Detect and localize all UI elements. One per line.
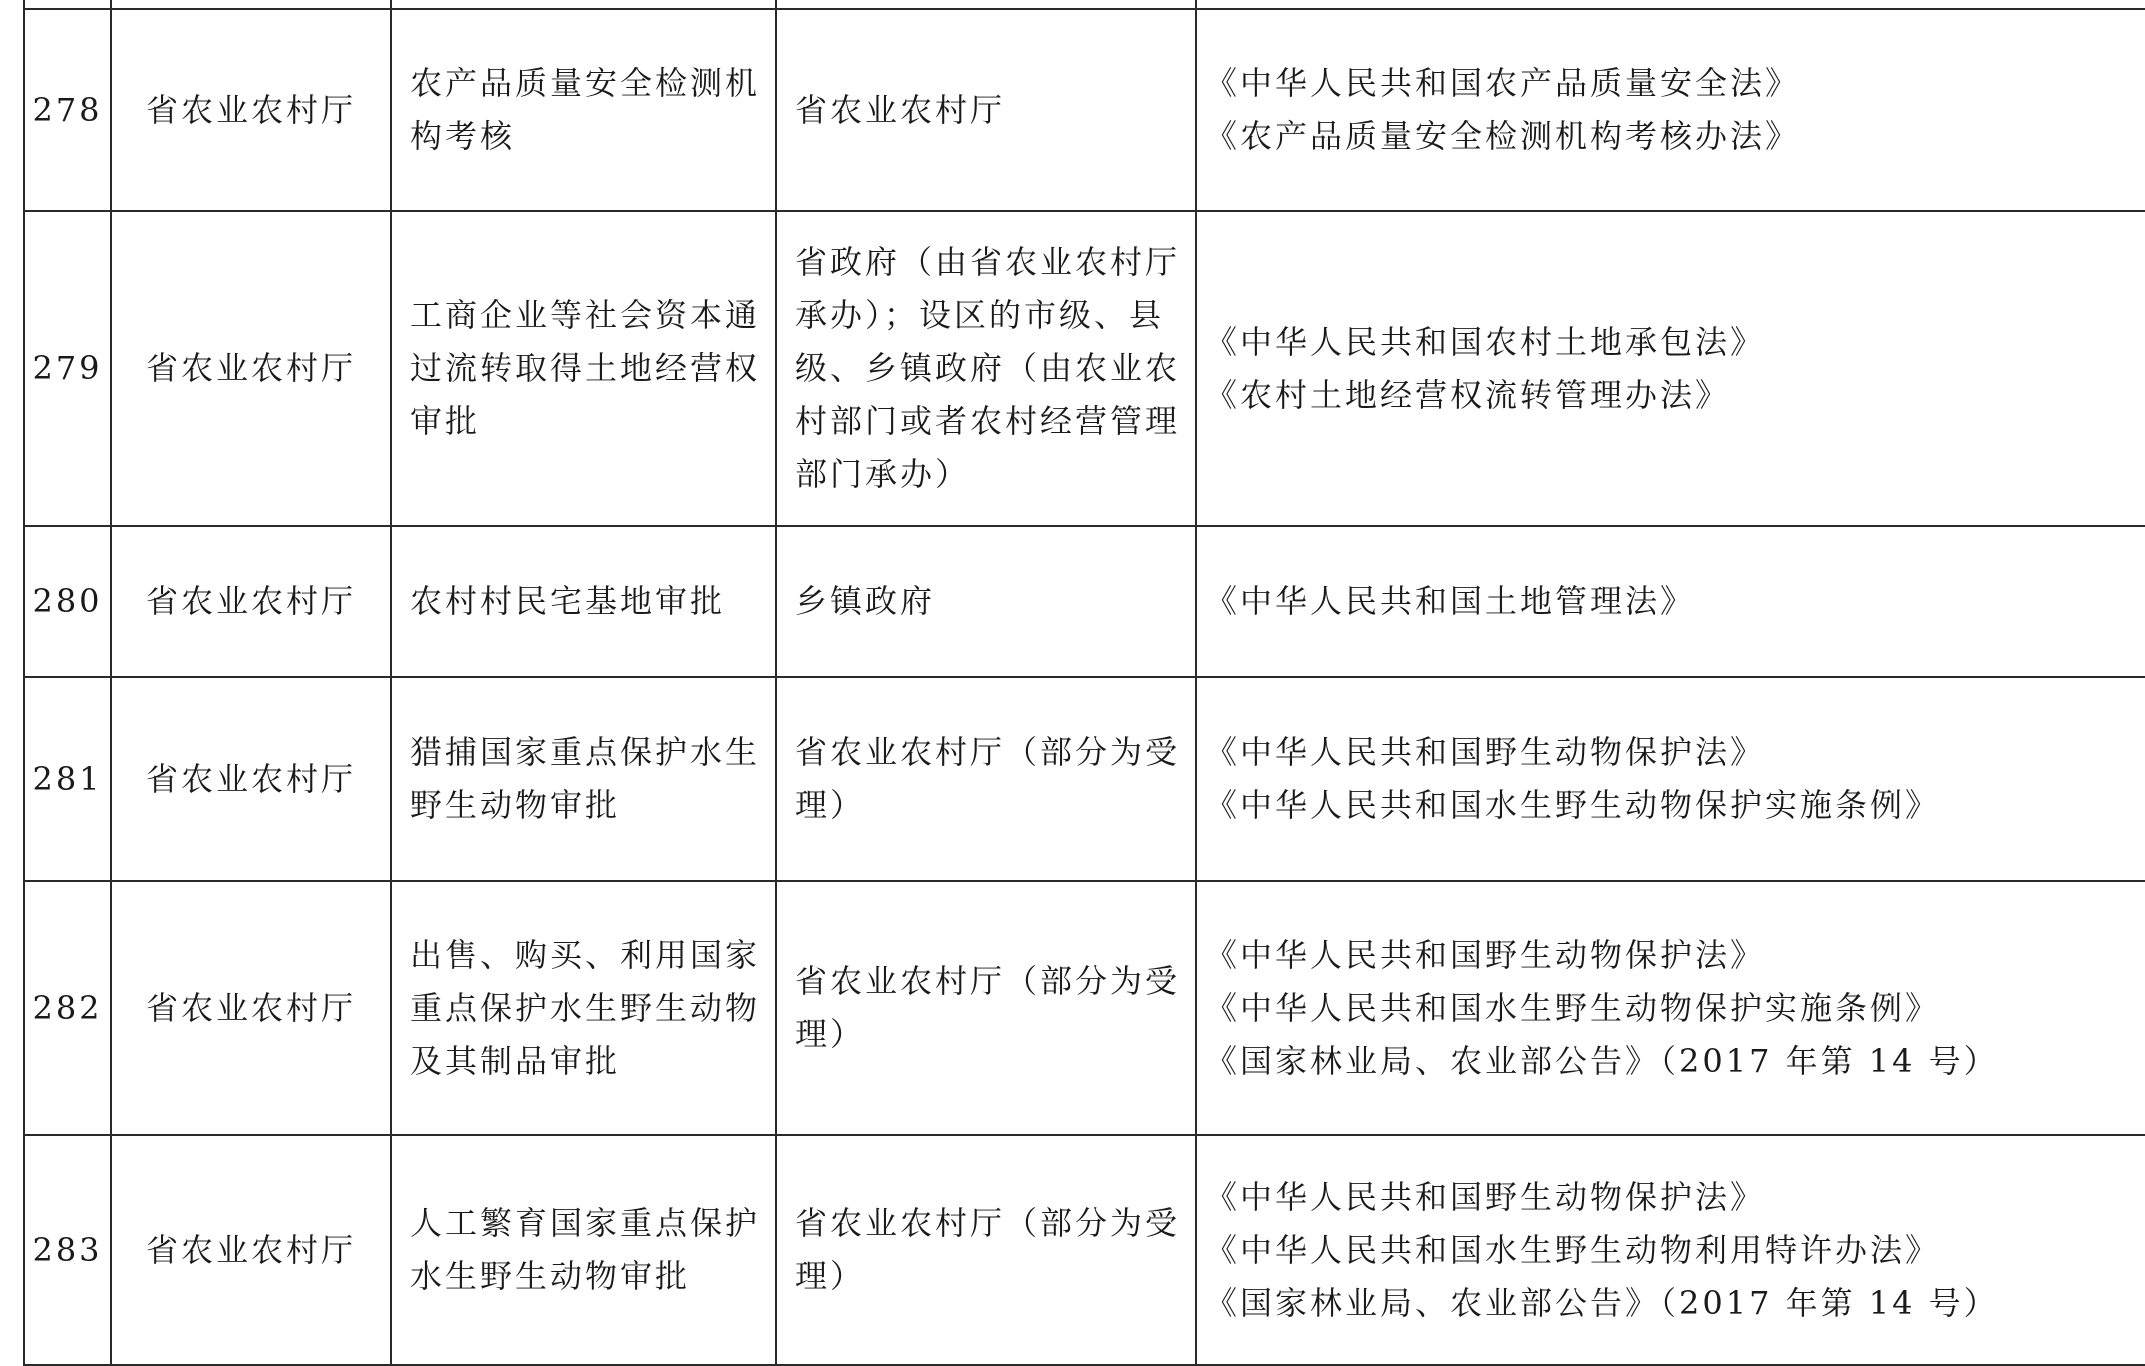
- item-name-cell: [391, 1135, 776, 1365]
- table-row: [24, 526, 2145, 677]
- legal-basis-cell: [1196, 1135, 2145, 1365]
- authority-line: 级、乡镇政府（由农业农: [795, 349, 1181, 387]
- authority-line: 理）: [795, 1257, 866, 1295]
- legal-basis-line: 《中华人民共和国水生野生动物保护实施条例》: [1205, 988, 1941, 1027]
- table-row-previous-partial: [24, 0, 2145, 9]
- department-cell: 省农业农村厅: [111, 211, 391, 526]
- legal-basis-cell: [1196, 211, 2145, 526]
- item-name-cell: [391, 881, 776, 1135]
- authority-cell: [776, 1135, 1196, 1365]
- legal-basis-cell: [1196, 526, 2145, 677]
- authority-cell: [776, 677, 1196, 881]
- table-row: [24, 1135, 2145, 1365]
- item-name-line: 及其制品审批: [410, 1041, 621, 1080]
- authority-cell: [776, 881, 1196, 1135]
- legal-basis-line: 《中华人民共和国野生动物保护法》: [1205, 733, 1766, 771]
- department-cell: 省农业农村厅: [111, 677, 391, 881]
- legal-basis-line: 《国家林业局、农业部公告》（2017 年第 14 号）: [1205, 1041, 1999, 1080]
- table-row: [24, 9, 2145, 211]
- item-name-line: 重点保护水生野生动物: [410, 988, 761, 1027]
- row-number: 282: [24, 881, 111, 1135]
- item-name-cell: [391, 211, 776, 526]
- item-name-line: 出售、购买、利用国家: [410, 935, 761, 974]
- legal-basis-cell: [1196, 9, 2145, 211]
- row-number: 279: [24, 211, 111, 526]
- authority-line: 承办）；设区的市级、县: [795, 296, 1165, 334]
- department-cell: 省农业农村厅: [111, 1135, 391, 1365]
- legal-basis-line: 《中华人民共和国野生动物保护法》: [1205, 1177, 1766, 1216]
- legal-basis-line: 《国家林业局、农业部公告》（2017 年第 14 号）: [1205, 1283, 1999, 1322]
- cell-blank: [776, 0, 1196, 9]
- item-name-line: 工商企业等社会资本通: [410, 296, 761, 334]
- approval-items-table: [23, 0, 2145, 1366]
- legal-basis-line: 《中华人民共和国土地管理法》: [1205, 582, 1696, 620]
- cell-blank: [1196, 0, 2145, 9]
- row-number: 278: [24, 9, 111, 211]
- item-name-line: 构考核: [410, 117, 516, 155]
- legal-basis-line: 《农产品质量安全检测机构考核办法》: [1205, 117, 1801, 155]
- department-cell: 省农业农村厅: [111, 9, 391, 211]
- authority-cell: [776, 211, 1196, 526]
- authority-line: 省政府（由省农业农村厅: [795, 243, 1181, 281]
- legal-basis-cell: [1196, 881, 2145, 1135]
- authority-line: 部门承办）: [795, 455, 971, 493]
- department-cell: 省农业农村厅: [111, 526, 391, 677]
- legal-basis-line: 《中华人民共和国野生动物保护法》: [1205, 935, 1766, 974]
- row-number: 280: [24, 526, 111, 677]
- item-name-line: 水生野生动物审批: [410, 1257, 691, 1295]
- cell-blank: [111, 0, 391, 9]
- department-cell: 省农业农村厅: [111, 881, 391, 1135]
- authority-line: 省农业农村厅（部分为受: [795, 733, 1181, 771]
- item-name-cell: [391, 526, 776, 677]
- item-name-line: 人工繁育国家重点保护: [410, 1204, 761, 1242]
- authority-cell: [776, 526, 1196, 677]
- authority-line: 村部门或者农村经营管理: [795, 402, 1181, 440]
- item-name-cell: [391, 9, 776, 211]
- authority-cell: [776, 9, 1196, 211]
- item-name-line: 猎捕国家重点保护水生: [410, 733, 761, 771]
- item-name-cell: [391, 677, 776, 881]
- row-number: 283: [24, 1135, 111, 1365]
- legal-basis-cell: [1196, 677, 2145, 881]
- item-name-line: 审批: [410, 402, 481, 440]
- authority-line: 理）: [795, 786, 866, 824]
- cell-blank: [24, 0, 111, 9]
- authority-line: 省农业农村厅（部分为受: [795, 1204, 1181, 1242]
- legal-basis-line: 《中华人民共和国水生野生动物保护实施条例》: [1205, 786, 1941, 824]
- authority-line: 理）: [795, 1015, 866, 1053]
- legal-basis-line: 《中华人民共和国水生野生动物利用特许办法》: [1205, 1230, 1941, 1269]
- authority-line: 省农业农村厅（部分为受: [795, 962, 1181, 1000]
- table-row: [24, 881, 2145, 1135]
- table-row: [24, 211, 2145, 526]
- legal-basis-line: 《中华人民共和国农产品质量安全法》: [1205, 64, 1801, 102]
- item-name-line: 过流转取得土地经营权: [410, 349, 761, 387]
- row-number: 281: [24, 677, 111, 881]
- item-name-line: 农村村民宅基地审批: [410, 582, 726, 620]
- legal-basis-line: 《中华人民共和国农村土地承包法》: [1205, 322, 1766, 361]
- item-name-line: 农产品质量安全检测机: [410, 64, 761, 102]
- legal-basis-line: 《农村土地经营权流转管理办法》: [1205, 375, 1731, 414]
- authority-line: 省农业农村厅: [795, 90, 1006, 129]
- item-name-line: 野生动物审批: [410, 786, 621, 824]
- authority-line: 乡镇政府: [795, 582, 936, 620]
- cell-blank: [391, 0, 776, 9]
- table-row: [24, 677, 2145, 881]
